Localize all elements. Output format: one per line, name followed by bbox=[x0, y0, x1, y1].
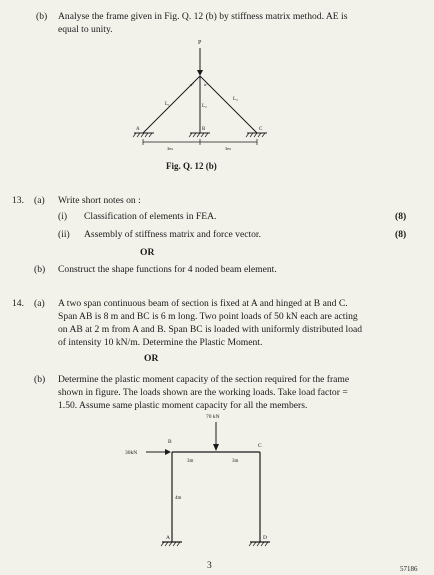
q13b-label: (b) bbox=[34, 264, 46, 275]
member-l2-label: L₂ bbox=[202, 104, 207, 109]
paper-code: 57186 bbox=[400, 565, 418, 573]
q13-item-1-label: (i) bbox=[58, 211, 68, 222]
q13b-text: Construct the shape functions for 4 noded beam element. bbox=[58, 264, 277, 275]
q14b-label: (b) bbox=[34, 374, 46, 385]
q12b-line2: equal to unity. bbox=[58, 24, 113, 35]
load-70kn-label: 70 kN bbox=[206, 414, 220, 420]
q13-item-2-label: (ii) bbox=[58, 229, 70, 240]
q14b-line-2: shown in figure. The loads shown are the working loads. Take load factor = bbox=[58, 387, 348, 398]
truss-figure bbox=[120, 34, 280, 164]
q14a-line-2: Span AB is 8 m and BC is 6 m long. Two point loads of 50 kN each are acting bbox=[58, 311, 358, 322]
member-l3-label: L₃ bbox=[233, 97, 238, 102]
load-p-label: P bbox=[198, 40, 202, 46]
node-a-label: A bbox=[166, 535, 170, 541]
portal-frame-figure bbox=[110, 408, 290, 556]
dim-right-label: 3m bbox=[232, 459, 239, 464]
dim-right-label: 3m bbox=[225, 146, 231, 151]
dim-left-label: 3m bbox=[187, 459, 194, 464]
node-c-label: C bbox=[258, 443, 262, 449]
node-d-label: D bbox=[263, 535, 267, 541]
q13-item-1-marks: (8) bbox=[395, 211, 407, 222]
q14a-label: (a) bbox=[34, 298, 45, 309]
q12b-label: (b) bbox=[36, 11, 48, 22]
q14a-line-1: A two span continuous beam of section is fixed at A and hinged at B and C. bbox=[58, 298, 348, 309]
q14b-line-3: 1.50. Assume same plastic moment capacity for all the members. bbox=[58, 400, 308, 411]
angle2-label: α° bbox=[204, 82, 209, 87]
q13-or: OR bbox=[140, 247, 155, 258]
node-b-label: B bbox=[202, 127, 206, 132]
q14a-line-3: on AB at 2 m from A and B. Span BC is loaded with uniformly distributed load bbox=[58, 324, 363, 335]
node-a-label: A bbox=[136, 127, 140, 132]
q13a-text: Write short notes on : bbox=[58, 195, 141, 206]
q13-item-1-text: Classification of elements in FEA. bbox=[84, 211, 217, 222]
q13-item-2-marks: (8) bbox=[395, 229, 407, 240]
q14b-line-1: Determine the plastic moment capacity of the section required for the frame bbox=[58, 374, 350, 385]
page-number: 3 bbox=[207, 560, 212, 571]
q14a-line-4: of intensity 10 kN/m. Determine the Plastic Moment. bbox=[58, 337, 263, 348]
figure-caption: Fig. Q. 12 (b) bbox=[166, 161, 217, 171]
dim-height-label: 4m bbox=[175, 496, 182, 501]
q12b-line1: Analyse the frame given in Fig. Q. 12 (b) by stiffness matrix method. AE is bbox=[58, 11, 348, 22]
q13a-label: (a) bbox=[34, 195, 45, 206]
q13-number: 13. bbox=[12, 195, 24, 206]
dim-left-label: 3m bbox=[167, 146, 173, 151]
node-c-label: C bbox=[259, 127, 263, 132]
q14-or: OR bbox=[144, 353, 159, 364]
q14-number: 14. bbox=[12, 298, 24, 309]
member-l1-label: L₁ bbox=[165, 102, 170, 107]
angle1-label: α° bbox=[190, 82, 195, 87]
q13-item-2-text: Assembly of stiffness matrix and force vector. bbox=[84, 229, 261, 240]
node-b-label: B bbox=[168, 439, 172, 445]
load-30kn-label: 30kN bbox=[125, 450, 138, 456]
